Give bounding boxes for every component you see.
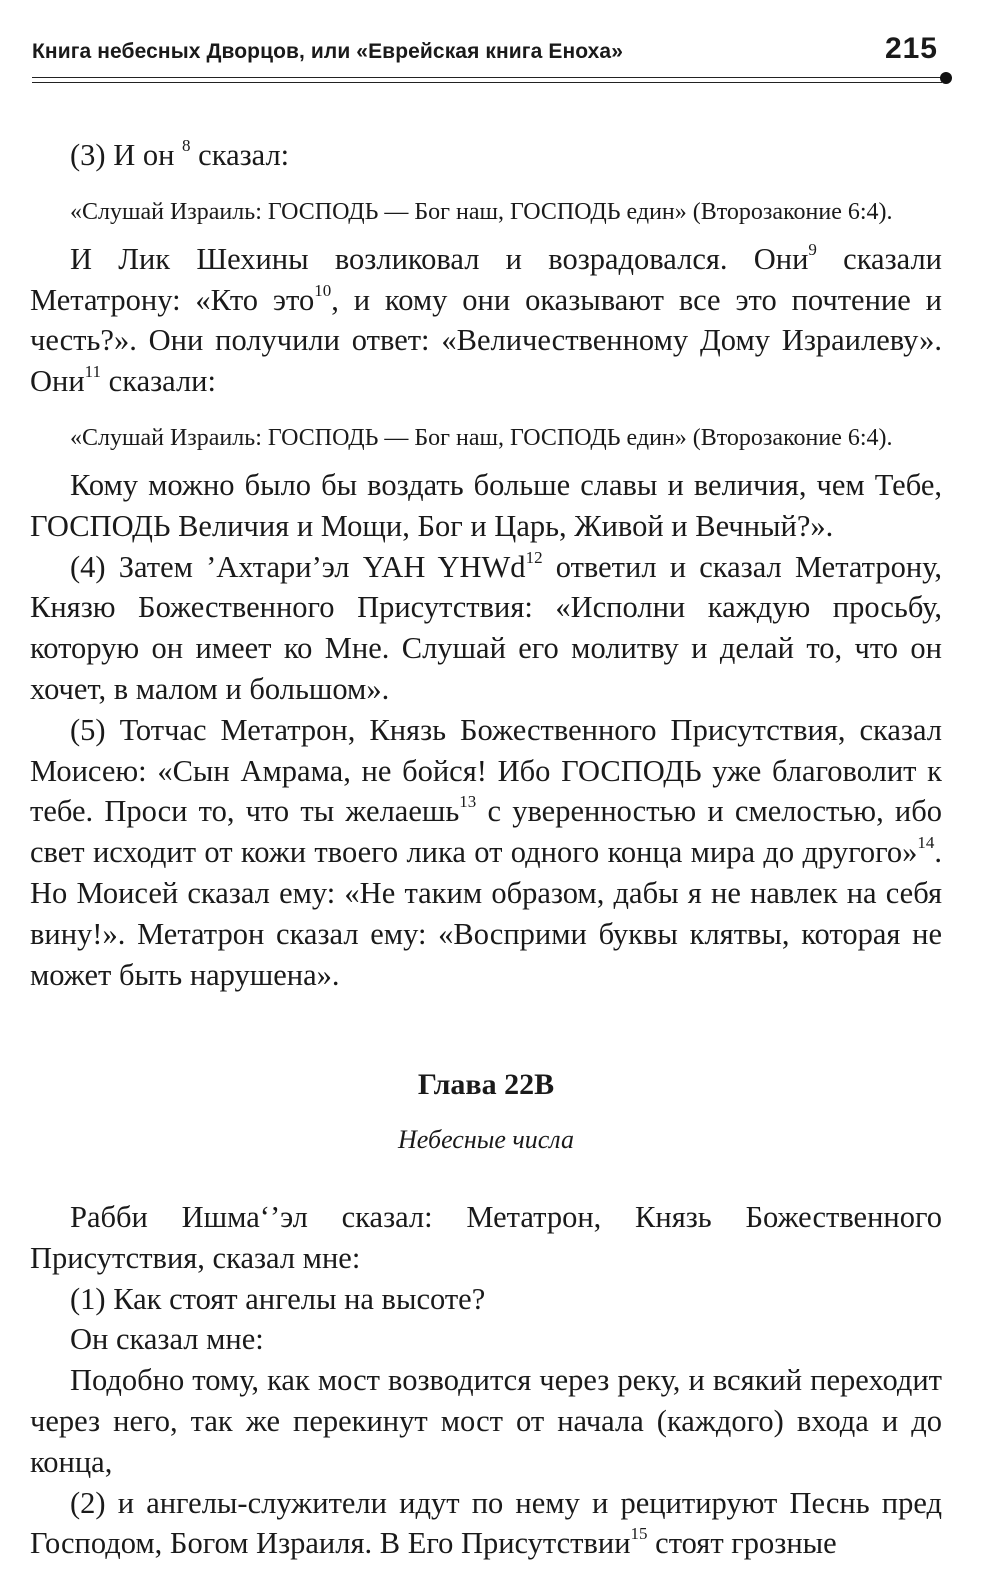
running-head <box>32 32 960 76</box>
header-rule-dot <box>940 72 952 84</box>
footnote-ref[interactable]: 8 <box>182 136 191 155</box>
paragraph: Кому можно было бы воздать больше славы и величия, чем Тебе, ГОСПОДЬ Величия и Мощи, Бог и Царь, Живой и Вечный?». <box>30 467 942 543</box>
paragraph-5: (5) Тотчас Метатрон, Князь Божественного Присутствия, сказал Моисею: «Сын Амрама, не бойся! Ибо ГОСПОДЬ уже благоволит к тебе. Проси то, что ты желаешь$^{13}$ с уверенностью и смелостью, ибо свет исходит от кожи твоего лика от одного конца мира до другого»$^{14}$. Но Моисей сказал ему: «Не таким образом, дабы я не навлек на себя вину!». Метатрон сказал ему: «Восприми буквы клятвы, которая не может быть нарушена». <box>30 712 942 992</box>
paragraph: И Лик Шехины возликовал и возрадовался. Они$^9$ сказали Метатрону: «Кто это$^{10}$, и кому они оказывают все это почтение и честь?». Они получили ответ: «Величественному Дому Израилеву». Они$^{11}$ сказали: <box>30 239 942 399</box>
paragraph: Он сказал мне: <box>70 1322 264 1357</box>
footnote-ref[interactable]: 14 <box>917 833 935 853</box>
paragraph-2: (2) и ангелы-служители идут по нему и рецитируют Песнь пред Господом, Богом Израиля. В Его Присутствии$^{15}$ стоят грозные <box>30 1485 942 1561</box>
footnote-ref[interactable]: 11 <box>84 362 102 382</box>
footnote-ref[interactable]: 9 <box>808 239 817 259</box>
chapter-subtitle: Небесные числа <box>398 1125 574 1155</box>
footnote-ref[interactable]: 10 <box>314 280 332 300</box>
footnote-ref[interactable]: 13 <box>459 792 477 812</box>
paragraph: Рабби Ишма‘’эл сказал: Метатрон, Князь Божественного Присутствия, сказал мне: <box>30 1199 942 1275</box>
header-rule <box>32 77 942 83</box>
page-body <box>30 135 942 1564</box>
scripture-quote: «Слушай Израиль: ГОСПОДЬ — Бог наш, ГОСПОДЬ един» (Второзаконие 6:4). <box>70 198 893 225</box>
chapter-title: Глава 22В <box>417 1068 555 1102</box>
paragraph-1: (1) Как стоят ангелы на высоте? <box>70 1281 486 1316</box>
paragraph-4: (4) Затем ’Ахтари’эл YAH YHWd$^{12}$ ответил и сказал Метатрону, Князю Божественного Присутствия: «Исполни каждую просьбу, которую он имеет ко Мне. Слушай его молитву и делай то, что он хочет, в малом и большом». <box>30 547 942 706</box>
paragraph: Подобно тому, как мост возводится через реку, и всякий переходит через него, так же перекинут мост от начала (каждого) входа и до конца, <box>30 1363 942 1479</box>
footnote-ref[interactable]: 15 <box>630 1524 648 1544</box>
page-number: 215 <box>884 32 938 65</box>
paragraph-3: (3) И он $^8$ сказал: <box>70 136 290 172</box>
footnote-ref[interactable]: 12 <box>525 547 543 567</box>
scripture-quote: «Слушай Израиль: ГОСПОДЬ — Бог наш, ГОСПОДЬ един» (Второзаконие 6:4). <box>70 424 893 451</box>
running-head-title: Книга небесных Дворцов, или «Еврейская книга Еноха» <box>32 40 623 63</box>
